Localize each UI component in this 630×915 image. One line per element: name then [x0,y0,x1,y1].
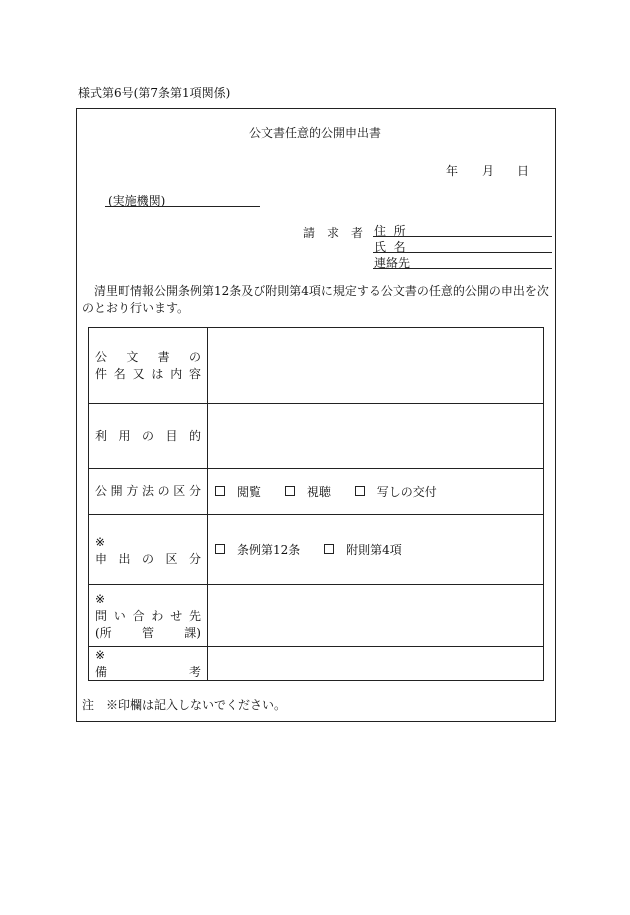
request-option-supplementary4[interactable]: 附則第4項 [324,541,402,558]
request-type-options-cell [208,515,544,585]
name-label: 氏 名 [374,240,406,254]
method-option-listen[interactable]: 視聴 [285,483,331,500]
method-row [89,469,544,515]
document-row [89,328,544,404]
date-month-label: 月 [482,164,495,178]
request-option-article12[interactable]: 条例第12条 [215,541,300,558]
method-label-cell: 公 開 方 法 の 区 分 [89,469,208,515]
purpose-label-cell: 利 用 の 目 的 [89,404,208,469]
remarks-entry-cell [208,647,544,681]
method-options-cell [208,469,544,515]
request-type-row [89,515,544,585]
checkbox-icon[interactable] [285,486,295,496]
footnote: 注 ※印欄は記入しないでください。 [82,698,287,712]
contact-label-cell: ※ 問 い 合 わ せ 先 (所 管 課) [89,585,208,647]
agency-label: (実施機関) [108,194,166,208]
checkbox-icon[interactable] [355,486,365,496]
purpose-row [89,404,544,469]
contact-underline [373,268,552,269]
mark-label: ※ [95,535,106,549]
intro-paragraph: 清里町情報公開条例第12条及び附則第4項に規定する公文書の任意的公開の申出を次のとおり行います。 [82,284,549,315]
method-option-copy[interactable]: 写しの交付 [355,483,437,500]
document-label-cell: 公 文 書 の 件 名 又 は 内 容 [89,328,208,404]
mark-label: ※ [95,592,106,606]
form-number-label: 様式第6号(第7条第1項関係) [78,86,231,100]
remarks-label-cell: ※ 備 考 [89,647,208,681]
checkbox-icon[interactable] [324,544,334,554]
purpose-entry-cell[interactable] [208,404,544,469]
checkbox-icon[interactable] [215,486,225,496]
address-label: 住 所 [374,224,406,238]
request-table [88,327,544,681]
contact-row [89,585,544,647]
name-underline [373,252,552,253]
address-underline [373,236,552,237]
requester-label-char: 者 [351,226,364,240]
checkbox-icon[interactable] [215,544,225,554]
remarks-row [89,647,544,681]
agency-underline [105,206,260,207]
mark-label: ※ [95,648,106,662]
date-day-label: 日 [517,164,530,178]
form-title: 公文書任意的公開申出書 [248,126,381,140]
method-option-view[interactable]: 閲覧 [215,483,261,500]
contact-label: 連絡先 [374,256,411,270]
requester-label-char: 求 [327,226,340,240]
date-year-label: 年 [446,164,459,178]
request-type-label-cell: ※ 申 出 の 区 分 [89,515,208,585]
document-entry-cell[interactable] [208,328,544,404]
requester-label-char: 請 [303,226,316,240]
contact-entry-cell [208,585,544,647]
